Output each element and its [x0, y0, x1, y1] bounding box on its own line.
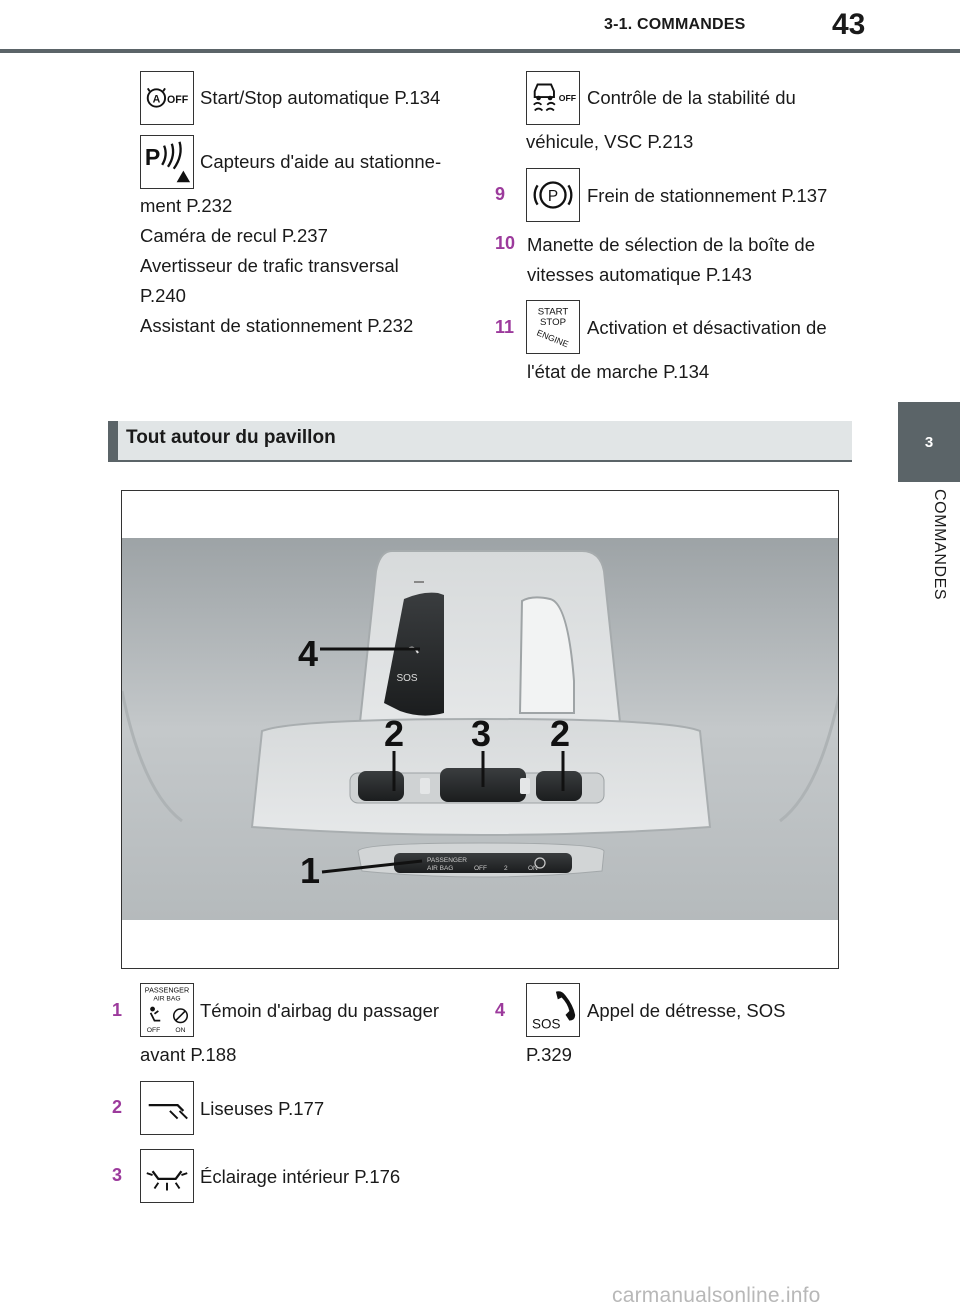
list-item-text: P.329	[526, 1044, 572, 1065]
svg-text:START: START	[537, 306, 569, 318]
interior-light-icon	[140, 1149, 194, 1203]
svg-text:SOS: SOS	[396, 673, 418, 684]
svg-text:SOS: SOS	[532, 1016, 561, 1032]
list-item-text: Contrôle de la stabilité du	[587, 87, 796, 108]
vsc-off-icon	[526, 71, 580, 125]
chapter-label: COMMANDES	[931, 489, 948, 601]
start-stop-engine-icon	[526, 300, 580, 354]
item-number: 1	[112, 1000, 123, 1020]
list-item-text: Manette de sélection de la boîte de	[527, 234, 815, 255]
list-item-text: Activation et désactivation de	[587, 317, 827, 338]
reading-light-left-button	[358, 771, 404, 801]
page-number: 43	[832, 8, 866, 41]
callout-2-right: 2	[550, 713, 571, 754]
section-title: Tout autour du pavillon	[126, 427, 336, 448]
chapter-number: 3	[924, 433, 934, 451]
svg-text:AIR BAG: AIR BAG	[153, 995, 181, 1003]
svg-text:ENGINE: ENGINE	[535, 327, 570, 350]
svg-text:ON: ON	[175, 1027, 186, 1035]
section-header: 3-1. COMMANDES	[604, 16, 746, 33]
header-rule	[0, 49, 960, 53]
callout-4: 4	[298, 633, 319, 674]
svg-text:PASSENGER: PASSENGER	[144, 985, 190, 995]
list-item-text: Assistant de stationnement P.232	[140, 315, 414, 336]
list-item-text: Liseuses P.177	[200, 1098, 325, 1119]
svg-text:STOP: STOP	[540, 317, 566, 329]
svg-text:OFF: OFF	[558, 92, 577, 103]
list-item-text: ment P.232	[140, 195, 233, 216]
list-item-text: vitesses automatique P.143	[527, 264, 752, 285]
list-item-text: l'état de marche P.134	[527, 361, 710, 382]
item-number: 11	[495, 317, 515, 337]
svg-text:OFF: OFF	[474, 865, 487, 872]
list-item-text: Frein de stationnement P.137	[587, 185, 828, 206]
section-rule	[108, 460, 852, 462]
list-item-text: Avertisseur de trafic transversal	[140, 255, 399, 276]
icon-off-text: OFF	[167, 93, 189, 106]
reading-light-icon	[140, 1081, 194, 1135]
svg-text:AIR BAG: AIR BAG	[427, 865, 454, 872]
sos-icon	[526, 983, 580, 1037]
watermark: carmanualsonline.info	[612, 1284, 821, 1307]
reading-light-right-button	[536, 771, 582, 801]
list-item-text: Start/Stop automatique P.134	[200, 87, 441, 108]
item-number: 9	[495, 184, 506, 204]
item-number: 10	[495, 233, 516, 253]
list-item-text: Capteurs d'aide au stationne-	[200, 151, 442, 172]
item-number: 2	[112, 1097, 123, 1117]
list-item-text: Appel de détresse, SOS	[587, 1000, 786, 1021]
callout-1: 1	[300, 850, 321, 891]
overhead-console-figure	[121, 490, 839, 969]
list-item-text: Éclairage intérieur P.176	[200, 1166, 401, 1187]
item-number: 4	[495, 1000, 506, 1020]
svg-text:P: P	[144, 143, 161, 170]
list-item-text: véhicule, VSC P.213	[526, 131, 694, 152]
parking-sensor-icon	[140, 135, 194, 189]
list-item-text: P.240	[140, 285, 186, 306]
list-item-text: Témoin d'airbag du passager	[200, 1000, 440, 1021]
list-item-text: avant P.188	[140, 1044, 237, 1065]
item-number: 3	[112, 1165, 123, 1185]
svg-text:A: A	[152, 93, 161, 106]
callout-2-left: 2	[384, 713, 405, 754]
passenger-airbag-icon	[140, 983, 194, 1037]
callout-3: 3	[471, 713, 492, 754]
svg-text:2: 2	[504, 865, 508, 872]
chapter-tab	[898, 402, 960, 482]
list-item-text: Caméra de recul P.237	[140, 225, 328, 246]
svg-text:OFF: OFF	[146, 1027, 161, 1035]
svg-text:PASSENGER: PASSENGER	[427, 857, 467, 864]
svg-text:ON: ON	[528, 865, 538, 872]
svg-text:P: P	[547, 187, 559, 205]
parking-brake-icon	[526, 168, 580, 222]
auto-start-stop-off-icon	[140, 71, 194, 125]
